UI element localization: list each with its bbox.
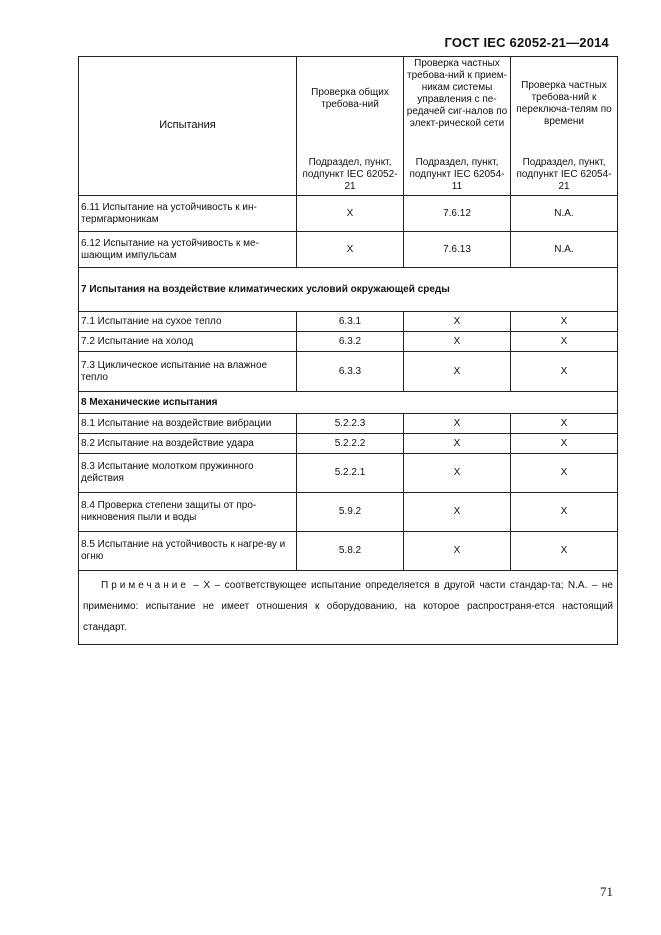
section-8-title: 8 Механические испытания — [79, 392, 618, 414]
header-general-sub: Подраздел, пункт, подпункт IEC 62052-21 — [302, 157, 398, 192]
test-name: 8.3 Испытание молотком пружинного действия — [79, 454, 297, 493]
switch-ref: N.A. — [511, 196, 618, 232]
receiver-ref: X — [404, 434, 511, 454]
section-row — [79, 392, 618, 414]
test-name: 7.3 Циклическое испытание на влажное тепло — [79, 352, 297, 392]
receiver-ref: X — [404, 312, 511, 332]
table-row — [79, 312, 618, 332]
table-row — [79, 232, 618, 268]
header-tests — [79, 57, 297, 196]
table-header-row — [79, 57, 618, 196]
section-row — [79, 268, 618, 312]
general-ref: 6.3.3 — [297, 352, 404, 392]
note-label: Примечание — [101, 580, 189, 591]
general-ref: 5.2.2.1 — [297, 454, 404, 493]
general-ref: X — [297, 196, 404, 232]
table-row — [79, 532, 618, 571]
table-row — [79, 332, 618, 352]
header-general-title: Проверка общих требова-ний — [311, 87, 389, 110]
test-name: 7.1 Испытание на сухое тепло — [79, 312, 297, 332]
test-name: 8.2 Испытание на воздействие удара — [79, 434, 297, 454]
test-name: 6.12 Испытание на устойчивость к ме-шающим импульсам — [79, 232, 297, 268]
general-ref: 5.9.2 — [297, 493, 404, 532]
header-receiver-sub: Подраздел, пункт, подпункт IEC 62054-11 — [409, 157, 505, 192]
receiver-ref: X — [404, 352, 511, 392]
note-text: – X – соответствующее испытание определяется в другой части стандар-та; N.A. – не применимо: испытание не имеет отношения к оборудованию, на которое распространя-ется настоящий стандарт. — [83, 580, 613, 633]
table-row — [79, 434, 618, 454]
receiver-ref: X — [404, 414, 511, 434]
table-row — [79, 454, 618, 493]
table-row — [79, 196, 618, 232]
receiver-ref: X — [404, 493, 511, 532]
test-name: 8.1 Испытание на воздействие вибрации — [79, 414, 297, 434]
test-name: 7.2 Испытание на холод — [79, 332, 297, 352]
header-switch — [511, 57, 618, 196]
receiver-ref: X — [404, 332, 511, 352]
switch-ref: X — [511, 532, 618, 571]
general-ref: 5.2.2.3 — [297, 414, 404, 434]
test-name: 8.4 Проверка степени защиты от про-никновения пыли и воды — [79, 493, 297, 532]
switch-ref: X — [511, 352, 618, 392]
test-name: 6.11 Испытание на устойчивость к ин-термгармоникам — [79, 196, 297, 232]
switch-ref: X — [511, 493, 618, 532]
receiver-ref: 7.6.13 — [404, 232, 511, 268]
switch-ref: X — [511, 414, 618, 434]
receiver-ref: X — [404, 532, 511, 571]
switch-ref: N.A. — [511, 232, 618, 268]
header-receiver-title: Проверка частных требова-ний к прием-никам системы управления с пе-редачей сиг-налов по элект-рической сети — [406, 58, 508, 129]
switch-ref: X — [511, 454, 618, 493]
receiver-ref: X — [404, 454, 511, 493]
table-row — [79, 352, 618, 392]
table-row — [79, 493, 618, 532]
note-row — [79, 571, 618, 645]
table-row — [79, 414, 618, 434]
page-number: 71 — [600, 884, 613, 899]
general-ref: 6.3.1 — [297, 312, 404, 332]
header-switch-sub: Подраздел, пункт, подпункт IEC 62054-21 — [516, 157, 612, 192]
switch-ref: X — [511, 332, 618, 352]
receiver-ref: 7.6.12 — [404, 196, 511, 232]
general-ref: 6.3.2 — [297, 332, 404, 352]
general-ref: 5.2.2.2 — [297, 434, 404, 454]
header-general — [297, 57, 404, 196]
general-ref: 5.8.2 — [297, 532, 404, 571]
header-switch-title: Проверка частных требова-ний к переключа-телям по времени — [516, 80, 612, 127]
header-tests-label: Испытания — [159, 119, 216, 132]
general-ref: X — [297, 232, 404, 268]
tests-table — [78, 56, 618, 645]
switch-ref: X — [511, 434, 618, 454]
document-header-standard: ГОСТ IEC 62052-21—2014 — [444, 35, 609, 50]
test-name: 8.5 Испытание на устойчивость к нагре-ву и огню — [79, 532, 297, 571]
table-note — [79, 571, 618, 645]
switch-ref: X — [511, 312, 618, 332]
section-7-title: 7 Испытания на воздействие климатических условий окружающей среды — [79, 268, 618, 312]
header-receiver — [404, 57, 511, 196]
